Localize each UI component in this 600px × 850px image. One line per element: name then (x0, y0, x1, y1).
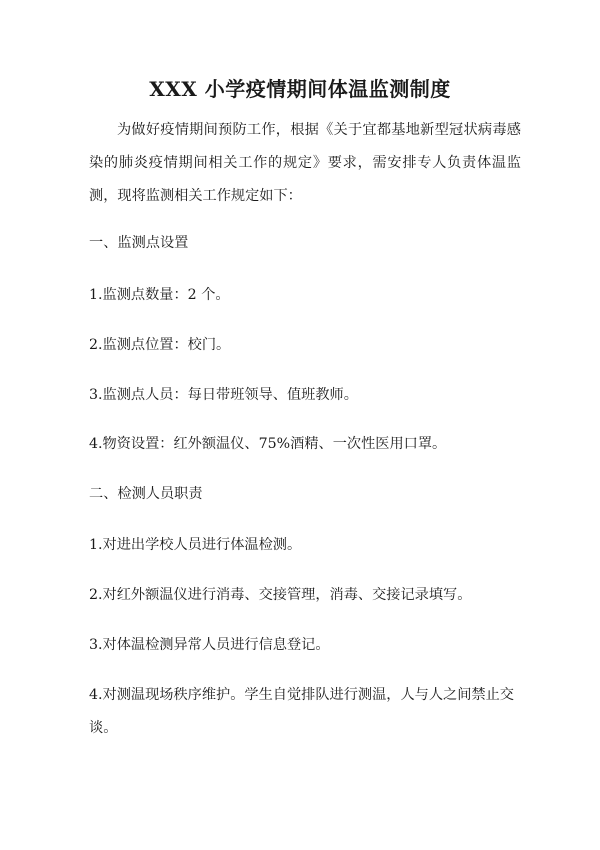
list-item: 3.对体温检测异常人员进行信息登记。 (89, 637, 330, 653)
section-heading-monitoring-points: 一、监测点设置 (89, 235, 189, 251)
list-item: 2.对红外额温仪进行消毒、交接管理，消毒、交接记录填写。 (89, 587, 472, 603)
section-heading-staff-duties: 二、检测人员职责 (89, 486, 203, 502)
list-item: 3.监测点人员：每日带班领导、值班教师。 (89, 387, 358, 403)
list-item: 1.监测点数量：2 个。 (89, 287, 230, 303)
intro-paragraph: 为做好疫情期间预防工作，根据《关于宜都基地新型冠状病毒感染的肺炎疫情期间相关工作的规定》要求，需安排专人负责体温监测，现将监测相关工作规定如下： (89, 122, 521, 204)
list-item: 4.物资设置：红外额温仪、75%酒精、一次性医用口罩。 (89, 436, 447, 452)
document-title: XXX 小学疫情期间体温监测制度 (149, 77, 451, 101)
list-item: 1.对进出学校人员进行体温检测。 (89, 537, 302, 553)
list-item: 4.对测温现场秩序维护。学生自觉排队进行测温，人与人之间禁止交谈。 (89, 687, 514, 736)
list-item: 2.监测点位置：校门。 (89, 337, 231, 353)
